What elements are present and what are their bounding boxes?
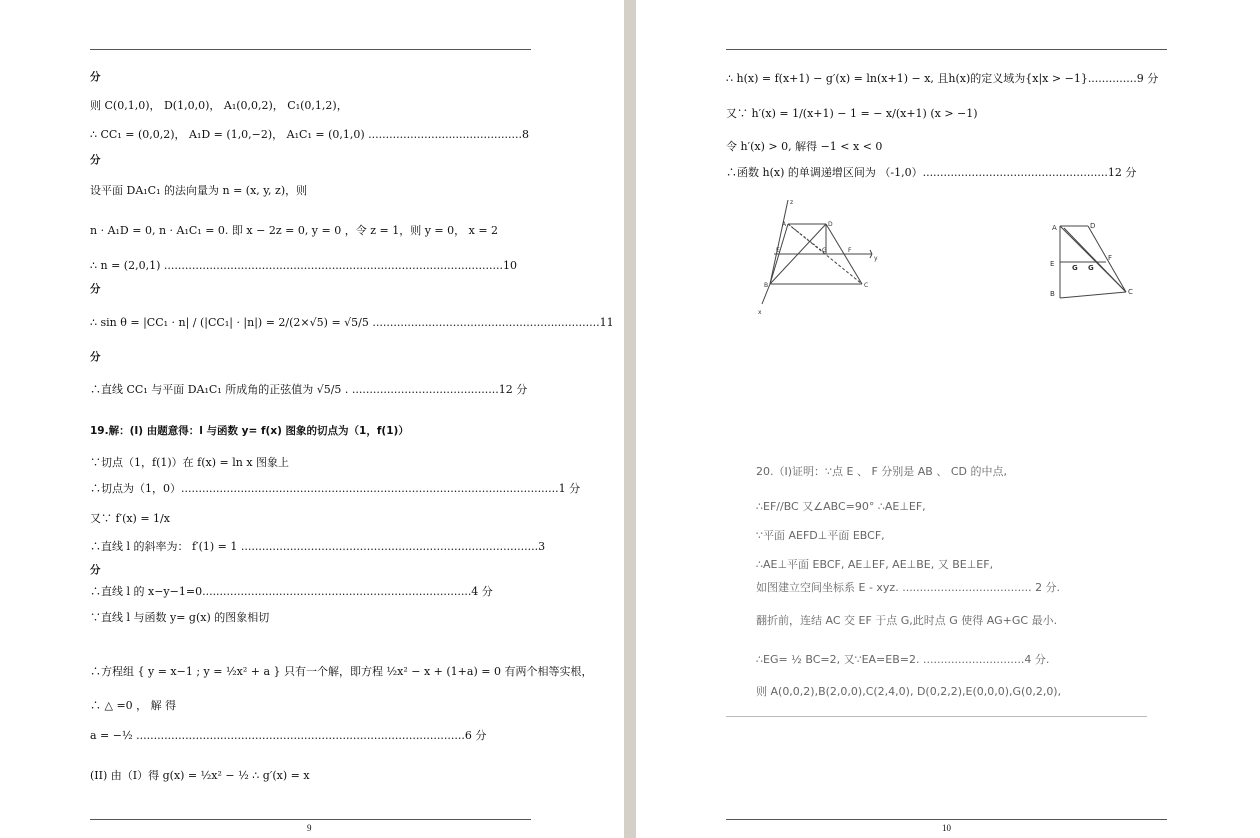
text-line: 又∵ f′(x) = 1/x xyxy=(90,512,170,525)
text-line: n · A₁D = 0, n · A₁C₁ = 0. 即 x − 2z = 0, y = 0 ，令 z = 1，则 y = 0， x = 2 xyxy=(90,224,499,237)
text-line: ∴直线 l 的斜率为： f′(1) = 1 .....................................................................................3 xyxy=(90,540,546,553)
planar-trapezoid-figure xyxy=(1044,216,1154,306)
text-line: ∴函数 h(x) 的单调递增区间为 （-1,0）.....................................................12 分 xyxy=(726,166,1137,179)
text-line: ∴直线 CC₁ 与平面 DA₁C₁ 所成角的正弦值为 √5/5 . ..........................................12 分 xyxy=(90,383,528,396)
scan-line: ∴AE⊥平面 EBCF, AE⊥EF, AE⊥BE, 又 BE⊥EF, xyxy=(756,558,994,571)
text-line: ∵切点（1，f(1)）在 f(x) = ln x 图象上 xyxy=(90,456,290,469)
figure-label: B xyxy=(1050,290,1055,298)
figure-label: F xyxy=(848,247,852,254)
header-rule xyxy=(90,49,531,50)
text-line: 19.解：(I) 由题意得：l 与函数 y= f(x) 图象的切点为（1，f(1)） xyxy=(90,425,409,437)
text-line: (II) 由（I）得 g(x) = ½x² − ½ ∴ g′(x) = x xyxy=(90,769,310,782)
text-line: ∴直线 l 的 x−y−1=0.............................................................................4 分 xyxy=(90,585,493,598)
footer-rule xyxy=(90,819,531,820)
text-line: 分 xyxy=(90,154,101,166)
figure-label: G xyxy=(1072,264,1078,272)
figure-label: D xyxy=(828,221,833,228)
scan-line: 20.（Ⅰ)证明：∵点 E 、 F 分别是 AB 、 CD 的中点, xyxy=(756,465,1007,478)
page-number: 10 xyxy=(942,823,951,833)
text-line: ∴方程组 { y = x−1 ; y = ½x² + a } 只有一个解，即方程 ½x² − x + (1+a) = 0 有两个相等实根， xyxy=(90,665,593,678)
text-line: ∴ n = (2,0,1) .................................................................................................10 xyxy=(90,259,518,272)
figure-label: z xyxy=(790,199,794,206)
text-line: 分 xyxy=(90,351,101,363)
scan-line: ∴EG= ½ BC=2, 又∵EA=EB=2. .............................4 分. xyxy=(756,653,1050,666)
text-line: 令 h′(x) > 0, 解得 −1 < x < 0 xyxy=(726,140,883,153)
figure-label: F xyxy=(1108,254,1113,262)
text-line: a = −½ ..............................................................................................6 分 xyxy=(90,729,487,742)
text-line: ∴ CC₁ = (0,0,2)， A₁D = (1,0,−2)， A₁C₁ = (0,1,0) ............................................8 xyxy=(90,128,529,141)
scan-line: 翻折前，连结 AC 交 EF 于点 G,此时点 G 使得 AG+GC 最小. xyxy=(756,614,1058,627)
figure-label: G xyxy=(822,247,827,254)
figure-label: A xyxy=(1052,224,1057,232)
text-line: ∴切点为（1，0）............................................................................................................1 分 xyxy=(90,482,581,495)
text-line: ∴ sin θ = |CC₁ · n| / (|CC₁| · |n|) = 2/(2×√5) = √5/5 .................................................................11 xyxy=(90,316,614,329)
text-line: ∵直线 l 与函数 y= g(x) 的图象相切 xyxy=(90,611,270,624)
text-line: 分 xyxy=(90,71,101,83)
figure-label: G xyxy=(1088,264,1094,272)
document-page-9 xyxy=(0,0,624,838)
scan-bottom-rule xyxy=(726,716,1147,717)
figure-label: C xyxy=(864,282,869,289)
figure-label: E xyxy=(776,247,780,254)
figure-label: x xyxy=(758,309,762,316)
text-line: 分 xyxy=(90,283,101,295)
folded-solid-figure xyxy=(754,196,884,318)
page-number: 9 xyxy=(307,823,312,833)
figure-label: D xyxy=(1090,222,1096,230)
figure-label: B xyxy=(764,282,769,289)
scan-line: ∵平面 AEFD⊥平面 EBCF, xyxy=(756,529,885,542)
text-line: 则 C(0,1,0)， D(1,0,0)， A₁(0,0,2)， C₁(0,1,2)， xyxy=(90,99,348,112)
figure-label: C xyxy=(1128,288,1133,296)
text-line: ∴ △ =0 ， 解 得 xyxy=(90,699,177,712)
text-line: ∴ h(x) = f(x+1) − g′(x) = ln(x+1) − x, 且h(x)的定义域为{x|x > −1}..............9 分 xyxy=(726,72,1159,85)
text-line: 设平面 DA₁C₁ 的法向量为 n = (x, y, z)，则 xyxy=(90,184,308,197)
text-line: 又∵ h′(x) = 1/(x+1) − 1 = − x/(x+1) (x > −1) xyxy=(726,107,978,120)
scan-line: ∴EF//BC 又∠ABC=90° ∴AE⊥EF, xyxy=(756,500,926,513)
document-page-10 xyxy=(636,0,1260,838)
scan-line: 则 A(0,0,2),B(2,0,0),C(2,4,0), D(0,2,2),E(0,0,0),G(0,2,0), xyxy=(756,685,1062,698)
figure-label: y xyxy=(874,255,878,262)
header-rule xyxy=(726,49,1167,50)
text-line: 分 xyxy=(90,564,101,576)
scan-line: 如图建立空间坐标系 E - xyz. ..................................... 2 分. xyxy=(756,581,1061,594)
footer-rule xyxy=(726,819,1167,820)
figure-label: E xyxy=(1050,260,1055,268)
figure-label: A xyxy=(782,221,787,228)
